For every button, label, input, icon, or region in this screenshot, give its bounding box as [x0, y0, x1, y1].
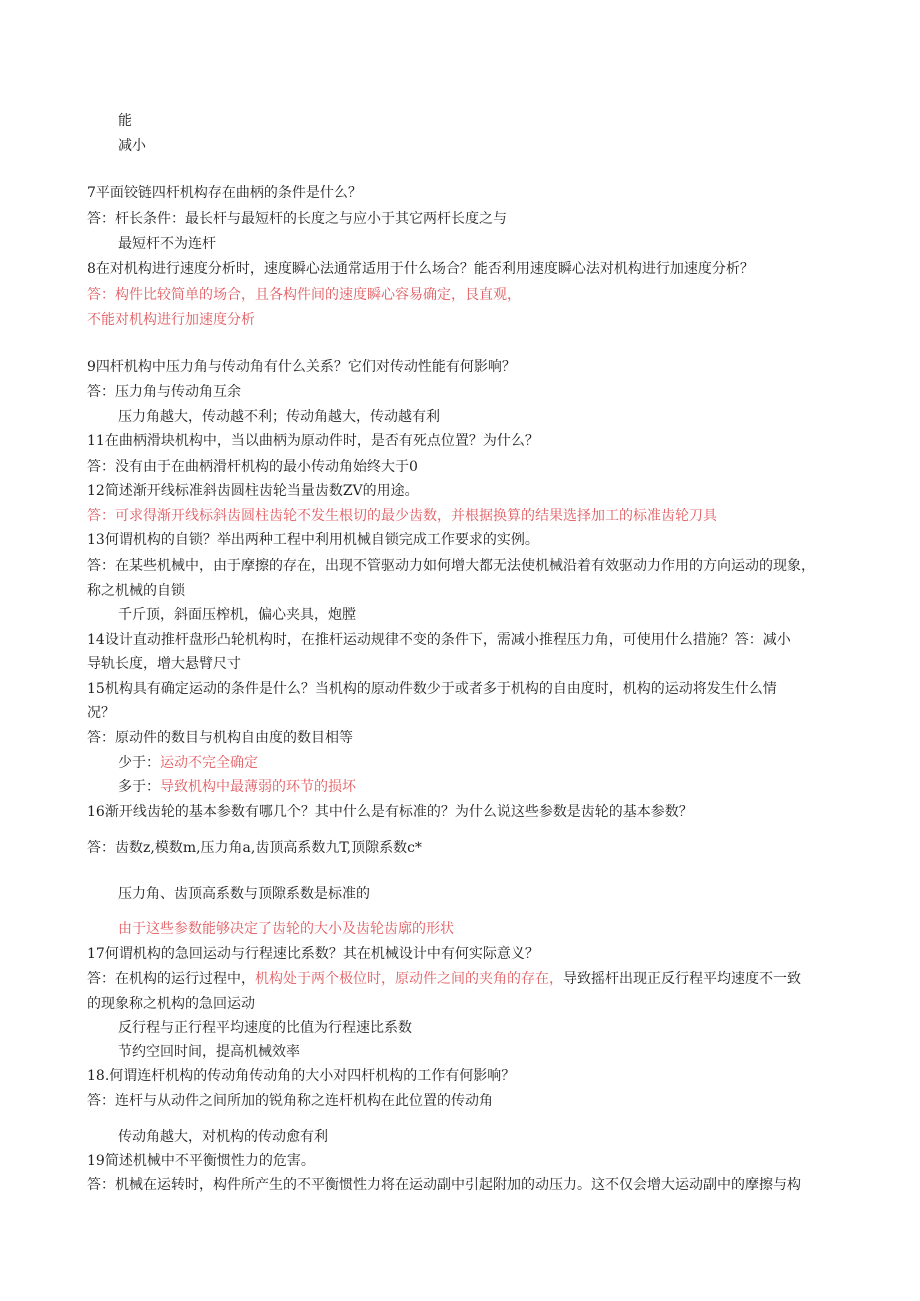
answer-16-standard: 压力角、齿顶高系数与顶隙系数是标准的 — [118, 886, 370, 902]
question-18: 18.何谓连杆机构的传动角传动角的大小对四杆机构的工作有何影响？ — [87, 1068, 516, 1084]
answer-8 — [87, 286, 521, 304]
question-19: 19简述机械中不平衡惯性力的危害。 — [87, 1153, 315, 1169]
question-15-cont: 况？ — [87, 705, 115, 721]
question-15: 15机构具有确定运动的条件是什么？当机构的原动件数少于或者多于机构的自由度时，机构的运动将发生什么情 — [87, 681, 777, 697]
more-label: 多于： — [118, 779, 160, 795]
answer-17-part1: 答：在机构的运行过程中， — [87, 971, 255, 987]
answer-17 — [87, 970, 801, 988]
question-13: 13何谓机构的自锁？举出两种工程中利用机械自锁完成工作要求的实例。 — [87, 532, 539, 548]
text-line: 减小 — [118, 138, 146, 154]
answer-9: 答：压力角与传动角互余 — [87, 384, 241, 400]
answer-highlight: 构件比较简单的场合，且各构件间的速度瞬心容易确定，艮直观， — [115, 287, 521, 303]
answer-17-meaning: 节约空回时间，提高机械效率 — [118, 1044, 300, 1060]
less-label: 少于： — [118, 755, 160, 771]
answer-9-cont: 压力角越大，传动越不利；传动角越大，传动越有利 — [118, 409, 440, 425]
answer-11: 答：没有由于在曲柄滑杆机构的最小传动角始终大于0 — [87, 459, 418, 475]
answer-15: 答：原动件的数目与机构自由度的数目相等 — [87, 730, 353, 746]
question-14: 14设计直动推杆盘形凸轮机构时，在推杆运动规律不变的条件下，需减小推程压力角，可使用什么措施？答：减小 — [87, 632, 791, 648]
answer-13-examples: 千斤顶，斜面压榨机，偏心夹具，炮膛 — [118, 607, 356, 623]
answer-7: 答：杆长条件：最长杆与最短杆的长度之与应小于其它两杆长度之与 — [87, 211, 507, 227]
answer-7-cont: 最短杆不为连杆 — [118, 236, 216, 252]
answer-17-highlight: 机构处于两个极位时，原动件之间的夹角的存在， — [255, 971, 563, 987]
answer-18-cont: 传动角越大，对机构的传动愈有利 — [118, 1129, 328, 1145]
answer-15-more — [118, 778, 356, 796]
answer-13-cont: 称之机械的自锁 — [87, 583, 185, 599]
question-8: 8在对机构进行速度分析时，速度瞬心法通常适用于什么场合？能否利用速度瞬心法对机构进行加速度分析？ — [87, 261, 754, 277]
text-line: 能 — [118, 113, 132, 129]
more-highlight: 导致机构中最薄弱的环节的损坏 — [160, 779, 356, 795]
question-16: 16渐开线齿轮的基本参数有哪几个？其中什么是有标准的？为什么说这些参数是齿轮的基本参数？ — [87, 804, 693, 820]
answer-12: 答：可求得渐开线标斜齿圆柱齿轮不发生根切的最少齿数，并根据换算的结果选择加工的标准齿轮刀具 — [87, 508, 717, 524]
answer-16-reason: 由于这些参数能够决定了齿轮的大小及齿轮齿廓的形状 — [118, 921, 454, 937]
less-highlight: 运动不完全确定 — [160, 755, 258, 771]
answer-19: 答：机械在运转时，构件所产生的不平衡惯性力将在运动副中引起附加的动压力。这不仅会增大运动副中的摩擦与构 — [87, 1177, 801, 1193]
answer-8-cont: 不能对机构进行加速度分析 — [87, 312, 255, 328]
question-9: 9四杆机构中压力角与传动角有什么关系？它们对传动性能有何影响？ — [87, 359, 516, 375]
question-14-cont: 导轨长度，增大悬臂尺寸 — [87, 656, 241, 672]
answer-17-ratio: 反行程与正行程平均速度的比值为行程速比系数 — [118, 1020, 412, 1036]
question-11: 11在曲柄滑块机构中，当以曲柄为原动件时，是否有死点位置？为什么？ — [87, 433, 539, 449]
question-17: 17何谓机构的急回运动与行程速比系数？其在机械设计中有何实际意义？ — [87, 946, 539, 962]
answer-16: 答：齿数z,模数m,压力角a,齿顶高系数九T,顶隙系数c* — [87, 840, 422, 856]
answer-13: 答：在某些机械中，由于摩擦的存在，出现不管驱动力如何增大都无法使机械沿着有效驱动力作用的方向运动的现象， — [87, 558, 815, 574]
question-12: 12简述渐开线标准斜齿圆柱齿轮当量齿数ZV的用途。 — [87, 483, 419, 499]
answer-17-cont: 的现象称之机构的急回运动 — [87, 996, 255, 1012]
answer-label: 答： — [87, 287, 115, 303]
answer-17-part3: 导致摇杆出现正反行程平均速度不一致 — [563, 971, 801, 987]
answer-18: 答：连杆与从动件之间所加的锐角称之连杆机构在此位置的传动角 — [87, 1093, 493, 1109]
answer-15-less — [118, 754, 258, 772]
question-7: 7平面铰链四杆机构存在曲柄的条件是什么？ — [87, 185, 362, 201]
